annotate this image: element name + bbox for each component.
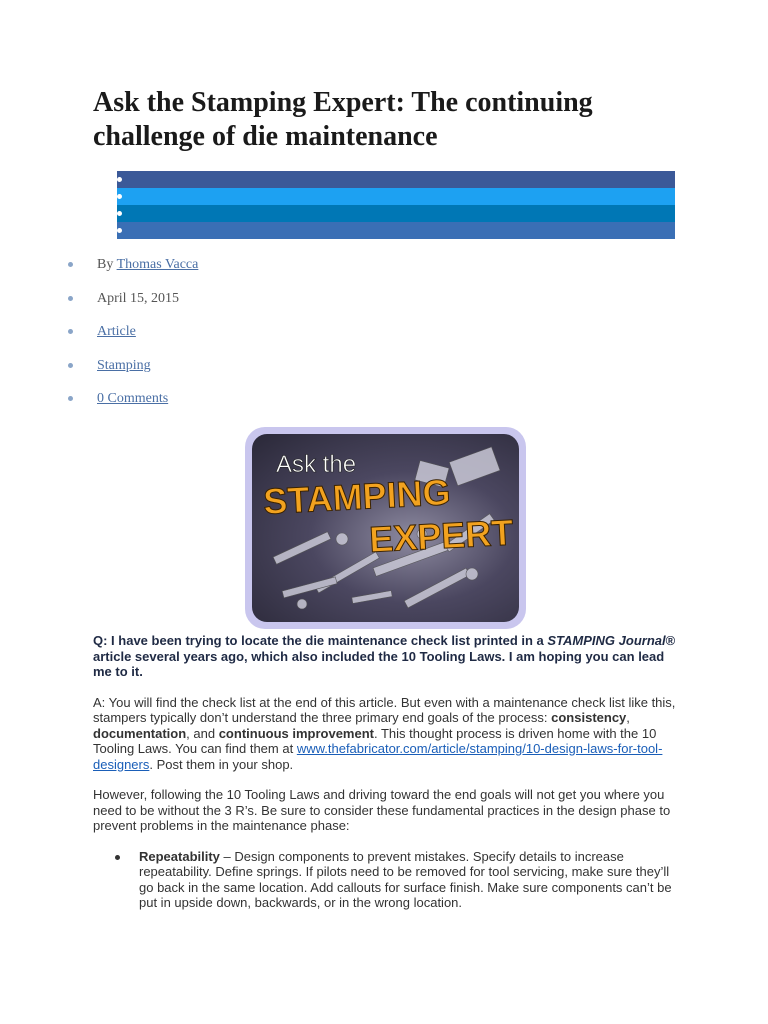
share-twitter-button[interactable]	[117, 188, 675, 205]
answer-sep-1: ,	[626, 710, 630, 725]
practices-intro: However, following the 10 Tooling Laws and driving toward the end goals will not get you where you need to be without the 3 R’s. Be sure to consider these fundamental practices in the design phase to prevent problems in the maintenance phase:	[93, 787, 671, 833]
author-prefix: By	[97, 257, 117, 272]
share-bullet-icon	[117, 228, 122, 233]
answer-text-2: . This thought process is driven home with the 10 Tooling Laws. You can find them at	[93, 725, 657, 756]
share-facebook-button[interactable]	[117, 171, 675, 188]
practices-list	[93, 849, 683, 911]
author-link[interactable]: Thomas Vacca	[116, 257, 199, 272]
bullet-icon	[68, 262, 73, 267]
goal-documentation: documentation	[93, 725, 187, 741]
social-share-bar	[117, 171, 675, 239]
hero-line2: STAMPING	[262, 471, 452, 522]
bullet-icon	[68, 396, 73, 401]
article-body	[93, 633, 683, 911]
answer-paragraph	[93, 695, 683, 773]
share-bullet-icon	[117, 194, 122, 199]
publish-date: April 15, 2015	[97, 290, 180, 306]
hero-line1: Ask the	[276, 451, 357, 478]
practice-text: – Design components to prevent mistakes. Specify details to increase repeatability. Define springs. If pilots need to be removed for tool servicing, make sure they’ll go back in the same location. Add callouts for surface finish. Make sure components can’t be put in upside down, backwards, or in the wrong location.	[139, 848, 672, 910]
hero-image	[245, 427, 526, 629]
article-type-link[interactable]: Article	[97, 324, 136, 339]
answer-text-3: . Post them in your shop.	[149, 756, 294, 772]
practice-term: Repeatability	[139, 848, 220, 864]
article-title: Ask the Stamping Expert: The continuing challenge of die maintenance	[93, 87, 593, 152]
bullet-icon	[68, 363, 73, 368]
tooling-laws-link[interactable]: www.thefabricator.com/article/stamping/10-design-laws-for-tool-designers	[93, 741, 663, 772]
bullet-icon	[68, 296, 73, 301]
bullet-icon	[68, 329, 73, 334]
answer-sep-2: , and	[186, 725, 219, 741]
category-link[interactable]: Stamping	[97, 357, 151, 373]
answer-text-1: A: You will find the check list at the end of this article. But even with a maintenance check list like this, stampers typically don’t understand the three primary end goals of the process:	[93, 694, 676, 725]
question-text-1: Q: I have been trying to locate the die maintenance check list printed in a	[93, 633, 548, 648]
list-item	[93, 849, 683, 911]
comments-link[interactable]: 0 Comments	[97, 391, 169, 406]
goal-continuous-improvement: continuous improvement	[218, 725, 374, 741]
stamping-parts-illustration	[252, 434, 519, 622]
hero-line3: EXPERT	[368, 511, 515, 560]
share-bullet-icon	[117, 177, 122, 182]
bullet-icon	[115, 855, 120, 860]
share-email-button[interactable]	[117, 222, 675, 239]
journal-name: STAMPING Journal	[547, 633, 666, 648]
question-paragraph	[93, 633, 683, 680]
goal-consistency: consistency	[551, 710, 627, 725]
share-bullet-icon	[117, 211, 122, 216]
share-linkedin-button[interactable]	[117, 205, 675, 222]
question-text-2: ® article several years ago, which also included the 10 Tooling Laws. I am hoping you can lead me to it.	[93, 633, 676, 679]
